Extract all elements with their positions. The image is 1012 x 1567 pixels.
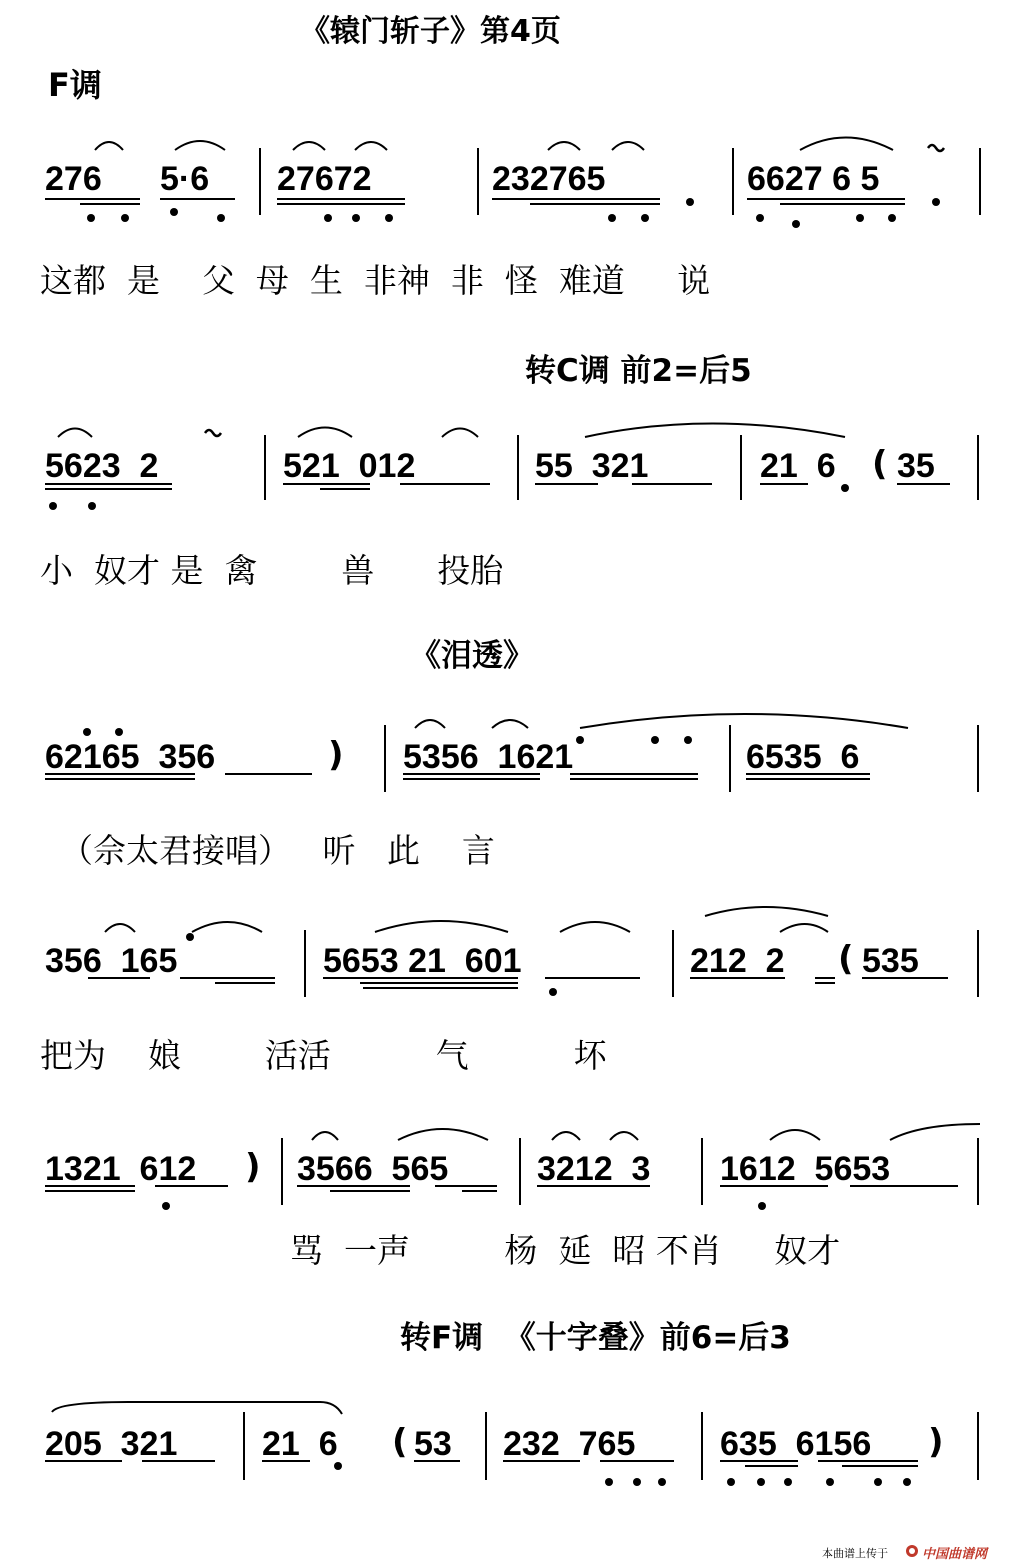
notes-s6-m1: 205 321 bbox=[45, 1425, 178, 1463]
lyrics-s4: 把为 娘 活活 气 坏 bbox=[40, 1036, 607, 1075]
notes-s5-m4: 1612 5653 bbox=[720, 1150, 891, 1188]
notes-s5-m1: 1321 612 bbox=[45, 1150, 197, 1188]
paren-open-s2: ( bbox=[872, 444, 888, 484]
brand-logo-icon bbox=[905, 1543, 919, 1562]
notes-s5-m3: 3212 3 bbox=[537, 1150, 651, 1188]
notes-s2-m5: 35 bbox=[897, 447, 935, 485]
key-signature: F调 bbox=[48, 66, 102, 104]
paren-open-s6: ( bbox=[392, 1422, 408, 1462]
notes-s1-m1b: 5·6 bbox=[160, 160, 210, 198]
paren-close-s3: ) bbox=[328, 735, 344, 775]
notes-s3-m3: 6535 6 bbox=[746, 738, 860, 776]
paren-open-s4: ( bbox=[838, 939, 854, 979]
notes-s2-m2: 521 012 bbox=[283, 447, 416, 485]
notes-s2-m4: 21 6 bbox=[760, 447, 836, 485]
modulation-s2: 转C调 前2=后5 bbox=[525, 353, 752, 389]
notes-s3-m1: 62165 356 bbox=[45, 738, 216, 776]
footer-uploaded-text: 本曲谱上传于 bbox=[822, 1547, 888, 1560]
lyrics-s2: 小 奴才 是 禽 兽 投胎 bbox=[40, 551, 504, 590]
notes-s1-m3: 232765 bbox=[492, 160, 606, 198]
paren-close-s6: ) bbox=[928, 1422, 944, 1462]
modulation-s6: 转F调 《十字叠》前6=后3 bbox=[400, 1320, 791, 1356]
paren-close-s5: ) bbox=[245, 1147, 261, 1187]
notes-s3-m2: 5356 1621 bbox=[403, 738, 574, 776]
notes-s1-m2: 27672 bbox=[277, 160, 372, 198]
lyrics-s1: 这都 是 父 母 生 非神 非 怪 难道 说 bbox=[40, 261, 711, 300]
notes-s6-m5: 635 6156 bbox=[720, 1425, 872, 1463]
notes-s2-m3: 55 321 bbox=[535, 447, 649, 485]
notes-s1-m1a: 276 bbox=[45, 160, 102, 198]
footer-brand[interactable]: 中国曲谱网 bbox=[922, 1547, 988, 1562]
notes-s1-m4: 6627 6 5 bbox=[747, 160, 880, 198]
section-title-s3: 《泪透》 bbox=[410, 638, 534, 674]
lyrics-s3: （佘太君接唱） 听 此 言 bbox=[60, 831, 495, 870]
notes-s6-m4: 232 765 bbox=[503, 1425, 636, 1463]
notes-s4-m4: 535 bbox=[862, 942, 919, 980]
page-title: 《辕门斩子》第4页 bbox=[300, 14, 561, 49]
notes-s4-m3: 212 2 bbox=[690, 942, 785, 980]
notes-s4-m2: 5653 21 601 bbox=[323, 942, 522, 980]
lyrics-s5: 骂 一声 杨 延 昭 不肖 奴才 bbox=[290, 1231, 841, 1270]
notes-s6-m3: 53 bbox=[414, 1425, 452, 1463]
notes-s2-m1: 5623 2 bbox=[45, 447, 159, 485]
notes-s6-m2: 21 6 bbox=[262, 1425, 338, 1463]
notes-s4-m1: 356 165 bbox=[45, 942, 178, 980]
notes-s5-m2: 3566 565 bbox=[297, 1150, 449, 1188]
